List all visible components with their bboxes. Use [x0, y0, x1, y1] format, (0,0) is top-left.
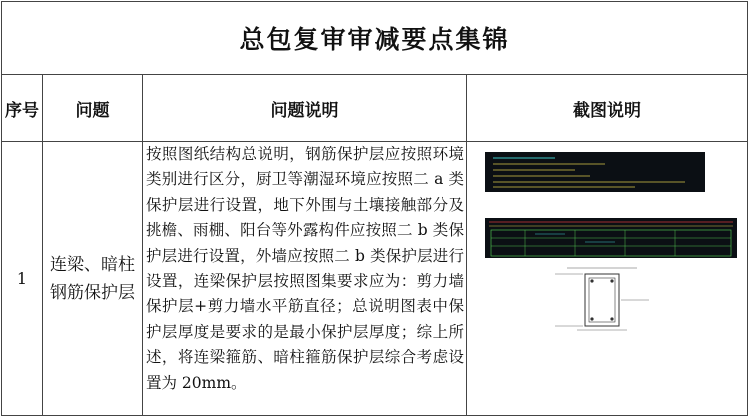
cad-drawing-screenshot	[485, 152, 705, 192]
header-issue: 问题	[43, 75, 143, 142]
table-title: 总包复审审减要点集锦	[2, 2, 748, 75]
header-seq: 序号	[2, 75, 43, 142]
row-screenshot	[467, 142, 748, 416]
review-table	[1, 1, 748, 416]
row-issue: 连梁、暗柱钢筋保护层	[43, 142, 143, 416]
row-description: 按照图纸结构总说明，钢筋保护层应按照环境类别进行区分，厨卫等潮湿环境应按照二 a 类保护层进行设置，地下外围与土壤接触部分及挑檐、雨棚、阳台等外露构件应按照二 b 类保护层进行设置，外墙应按照二 b 类保护层进行设置，连梁保护层按照图集要求应为：剪力墙保护层+剪力墙水平筋直径；总说明图表中保护层厚度是要求的是最小保护层厚度；综上所述，将连梁箍筋、暗柱箍筋保护层综合考虑设置为 20mm。	[143, 142, 467, 416]
header-screenshot: 截图说明	[467, 75, 748, 142]
table-row	[2, 142, 748, 416]
row-seq: 1	[2, 142, 43, 416]
rebar-section-sketch	[547, 264, 657, 334]
header-description: 问题说明	[143, 75, 467, 142]
cad-table-screenshot	[485, 218, 737, 258]
